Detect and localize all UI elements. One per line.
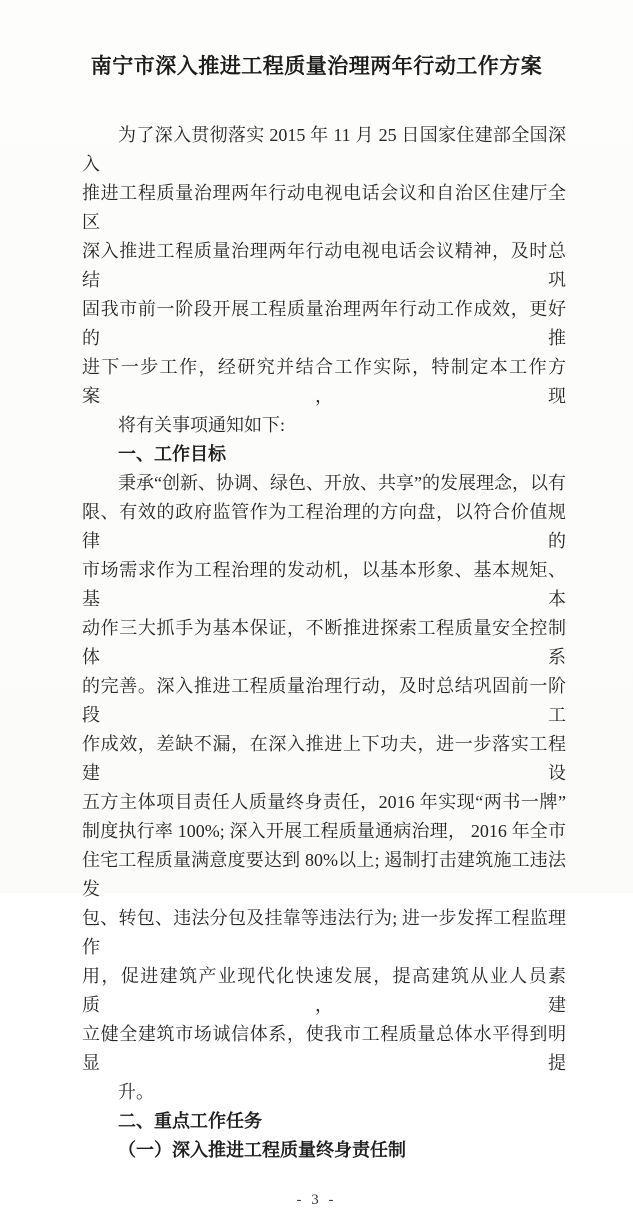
body-line: 将有关事项通知如下: bbox=[118, 415, 286, 435]
body-line: 的完善。深入推进工程质量治理行动，及时总结巩固前一阶段工 bbox=[82, 676, 566, 725]
body-line: 作成效，差缺不漏，在深入推进上下功夫，进一步落实工程建设 bbox=[82, 734, 566, 783]
document-body bbox=[82, 121, 566, 1165]
body-line: 住宅工程质量满意度要达到 80%以上; 遏制打击建筑施工违法发 bbox=[82, 850, 566, 899]
subsection-heading-1: （一）深入推进工程质量终身责任制 bbox=[118, 1140, 406, 1160]
section-heading-2: 二、重点工作任务 bbox=[118, 1111, 262, 1131]
body-line: 包、转包、违法分包及挂靠等违法行为; 进一步发挥工程监理作 bbox=[82, 908, 566, 957]
body-line: 进下一步工作，经研究并结合工作实际，特制定本工作方案，现 bbox=[82, 357, 566, 406]
body-line: 动作三大抓手为基本保证，不断推进探索工程质量安全控制体系 bbox=[82, 618, 566, 667]
body-line: 升。 bbox=[118, 1082, 154, 1102]
document-title: 南宁市深入推进工程质量治理两年行动工作方案 bbox=[90, 54, 543, 78]
body-line: 市场需求作为工程治理的发动机，以基本形象、基本规矩、基本 bbox=[82, 560, 566, 609]
body-line: 固我市前一阶段开展工程质量治理两年行动工作成效，更好的推 bbox=[82, 299, 566, 348]
body-line: 秉承“创新、协调、绿色、开放、共享”的发展理念，以有 bbox=[118, 473, 566, 493]
body-line: 用，促进建筑产业现代化快速发展，提高建筑从业人员素质，建 bbox=[82, 966, 566, 1015]
section-heading-1: 一、工作目标 bbox=[118, 444, 226, 464]
page-number: - 3 - bbox=[296, 1192, 337, 1208]
body-line: 深入推进工程质量治理两年行动电视电话会议精神，及时总结巩 bbox=[82, 241, 566, 290]
body-line: 限、有效的政府监管作为工程治理的方向盘，以符合价值规律的 bbox=[82, 502, 566, 551]
body-line: 五方主体项目责任人质量终身责任，2016 年实现“两书一牌” bbox=[82, 792, 566, 812]
body-line: 制度执行率 100%; 深入开展工程质量通病治理， 2016 年全市 bbox=[82, 821, 566, 841]
body-line: 推进工程质量治理两年行动电视电话会议和自治区住建厅全区 bbox=[82, 183, 566, 232]
body-line: 立健全建筑市场诚信体系，使我市工程质量总体水平得到明显提 bbox=[82, 1024, 566, 1073]
body-line: 为了深入贯彻落实 2015 年 11 月 25 日国家住建部全国深入 bbox=[82, 125, 566, 174]
